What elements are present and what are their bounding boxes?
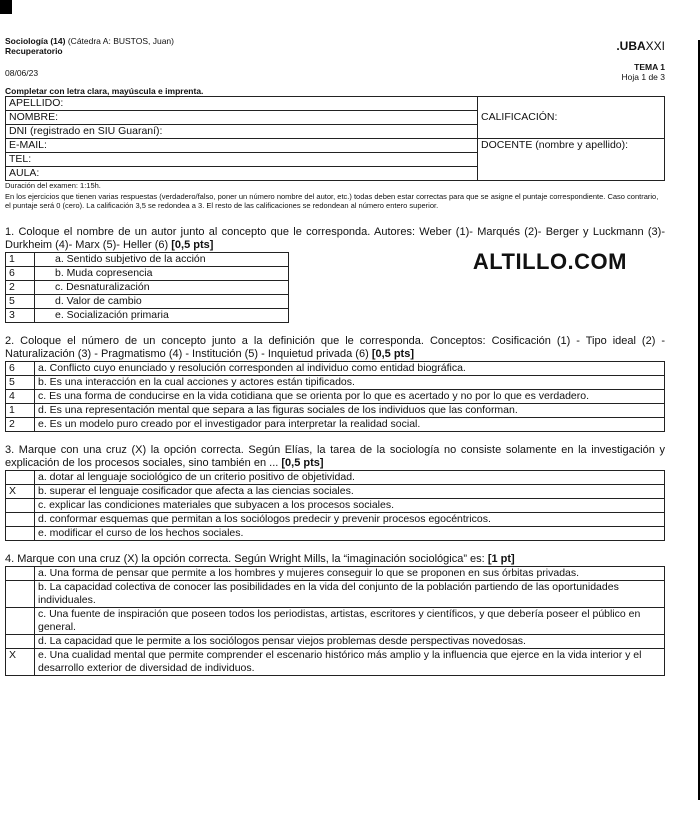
option-text: a. Una forma de pensar que permite a los hombres y mujeres conseguir lo que se proponen en sus órbitas privadas. xyxy=(35,567,665,581)
q3-prompt: 3. Marque con una cruz (X) la opción correcta. Según Elías, la tarea de la sociología no consiste solamente en la investigación y explicación de los procesos sociales, sino también en ... [0,5 pts] xyxy=(5,444,665,469)
duration: Duración del examen: 1:15h. xyxy=(5,181,101,190)
answer-cell[interactable]: 6 xyxy=(6,267,35,281)
option-text: c. Desnaturalización xyxy=(35,281,289,295)
answer-cell[interactable] xyxy=(6,499,35,513)
answer-cell[interactable]: X xyxy=(6,485,35,499)
answer-cell[interactable]: 1 xyxy=(6,253,35,267)
option-text: d. Valor de cambio xyxy=(35,295,289,309)
answer-row xyxy=(6,635,665,649)
uba-logo: .UBAXXI xyxy=(616,39,665,53)
option-text: e. Socialización primaria xyxy=(35,309,289,323)
answer-cell[interactable]: 2 xyxy=(6,418,35,432)
q2-table xyxy=(5,361,665,432)
hoja: Hoja 1 de 3 xyxy=(621,72,665,82)
field-tel[interactable]: TEL: xyxy=(6,153,478,167)
option-text: d. La capacidad que le permite a los sociólogos pensar viejos problemas desde perspectivas novedosas. xyxy=(35,635,665,649)
answer-cell[interactable]: 3 xyxy=(6,309,35,323)
blank-cell xyxy=(289,309,665,323)
exam-type: Recuperatorio xyxy=(5,46,63,56)
blank-cell xyxy=(289,281,665,295)
answer-cell[interactable] xyxy=(6,471,35,485)
blank-cell xyxy=(289,295,665,309)
option-text: b. Muda copresencia xyxy=(35,267,289,281)
answer-cell[interactable]: 6 xyxy=(6,362,35,376)
option-text: d. Es una representación mental que separa a las figuras sociales de los individuos que las conforman. xyxy=(35,404,665,418)
option-text: e. Es un modelo puro creado por el investigador para interpretar la realidad social. xyxy=(35,418,665,432)
option-text: b. superar el lenguaje cosificador que afecta a las ciencias sociales. xyxy=(35,485,665,499)
answer-row xyxy=(6,649,665,676)
answer-cell[interactable] xyxy=(6,567,35,581)
answer-row xyxy=(6,527,665,541)
field-aula[interactable]: AULA: xyxy=(6,167,478,181)
answer-row xyxy=(6,390,665,404)
docente-field[interactable]: DOCENTE (nombre y apellido): xyxy=(478,139,665,181)
answer-cell[interactable] xyxy=(6,513,35,527)
option-text: d. conformar esquemas que permitan a los sociólogos predecir y prevenir procesos egocéntricos. xyxy=(35,513,665,527)
answer-row xyxy=(6,567,665,581)
option-text: a. Sentido subjetivo de la acción xyxy=(35,253,289,267)
corner-mark xyxy=(0,0,12,14)
q1-area xyxy=(5,249,665,323)
answer-cell[interactable]: 2 xyxy=(6,281,35,295)
answer-row xyxy=(6,309,665,323)
answer-cell[interactable] xyxy=(6,608,35,635)
option-text: a. Conflicto cuyo enunciado y resolución corresponden al individuo como entidad biográfica. xyxy=(35,362,665,376)
option-text: b. La capacidad colectiva de conocer las posibilidades en la vida del conjunto de la población partiendo de las oportunidades individuales. xyxy=(35,581,665,608)
q4-prompt: 4. Marque con una cruz (X) la opción correcta. Según Wright Mills, la “imaginación sociológica” es: [1 pt] xyxy=(5,553,515,565)
answer-row xyxy=(6,281,665,295)
option-text: c. Es una forma de conducirse en la vida cotidiana que se orienta por lo que es acertado y no por lo que es verdadero. xyxy=(35,390,665,404)
q3-table xyxy=(5,470,665,541)
field-email[interactable]: E-MAIL: xyxy=(6,139,478,153)
answer-cell[interactable]: 5 xyxy=(6,376,35,390)
answer-row xyxy=(6,608,665,635)
exam-page xyxy=(5,36,665,676)
exam-header xyxy=(5,36,665,96)
q4-table xyxy=(5,566,665,676)
answer-row xyxy=(6,485,665,499)
answer-row xyxy=(6,513,665,527)
answer-row xyxy=(6,581,665,608)
answer-cell[interactable]: 5 xyxy=(6,295,35,309)
answer-row xyxy=(6,499,665,513)
q1-prompt: 1. Coloque el nombre de un autor junto al concepto que le corresponda. Autores: Weber (1)- Marqués (2)- Berger y Luckmann (3)- Durkheim (4)- Marx (5)- Heller (6) [0,5 pts] xyxy=(5,226,665,251)
option-text: b. Es una interacción en la cual acciones y actores están tipificados. xyxy=(35,376,665,390)
option-text: c. explicar las condiciones materiales que subyacen a los procesos sociales. xyxy=(35,499,665,513)
catedra: (Cátedra A: BUSTOS, Juan) xyxy=(67,36,174,46)
student-info-table xyxy=(5,96,665,181)
instruction: Completar con letra clara, mayúscula e imprenta. xyxy=(5,86,204,96)
answer-row xyxy=(6,471,665,485)
field-apellido[interactable]: APELLIDO: xyxy=(6,97,478,111)
answer-cell[interactable]: 1 xyxy=(6,404,35,418)
field-nombre[interactable]: NOMBRE: xyxy=(6,111,478,125)
answer-row xyxy=(6,418,665,432)
option-text: a. dotar al lenguaje sociológico de un criterio positivo de objetividad. xyxy=(35,471,665,485)
course: Sociología (14) xyxy=(5,36,66,46)
answer-row xyxy=(6,295,665,309)
answer-row xyxy=(6,362,665,376)
option-text: e. modificar el curso de los hechos sociales. xyxy=(35,527,665,541)
option-text: e. Una cualidad mental que permite comprender el escenario histórico más amplio y la influencia que ejerce en la vida interior y el desarrollo exterior de diversidad de individuos. xyxy=(35,649,665,676)
answer-row xyxy=(6,376,665,390)
date: 08/06/23 xyxy=(5,68,39,78)
tema: TEMA 1 xyxy=(634,62,665,72)
answer-cell[interactable] xyxy=(6,635,35,649)
answer-cell[interactable]: X xyxy=(6,649,35,676)
answer-row xyxy=(6,404,665,418)
rules: En los ejercicios que tienen varias respuestas (verdadero/falso, poner un número nombre del autor, etc.) todas deben estar correctas para que se asigne el puntaje correspondiente. Caso contrario, el puntaje será 0 (cero). La calificación 3,5 se redondea a 3. El resto de las calificaciones se redondean al número entero superior. xyxy=(5,192,659,210)
answer-cell[interactable] xyxy=(6,527,35,541)
answer-cell[interactable]: 4 xyxy=(6,390,35,404)
q2-prompt: 2. Coloque el número de un concepto junto a la definición que le corresponda. Conceptos: Cosificación (1) - Tipo ideal (2) - Naturalización (3) - Pragmatismo (4) - Institución (5) - Inquietud privada (6) [0,5 pts] xyxy=(5,335,665,360)
option-text: c. Una fuente de inspiración que poseen todos los periodistas, artistas, escritores y científicos, y que debería poseer el público en general. xyxy=(35,608,665,635)
watermark: ALTILLO.COM xyxy=(472,249,627,274)
field-dni[interactable]: DNI (registrado en SIU Guaraní): xyxy=(6,125,478,139)
calificacion-field[interactable]: CALIFICACIÓN: xyxy=(478,97,665,139)
answer-cell[interactable] xyxy=(6,581,35,608)
